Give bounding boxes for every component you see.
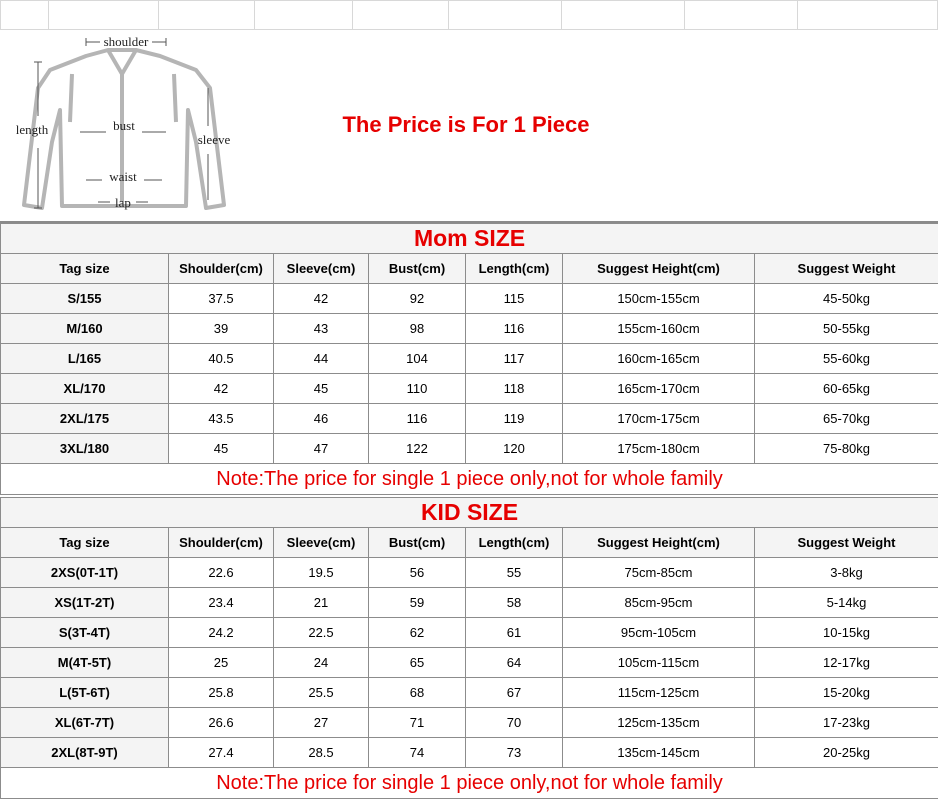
cell-bust: 74: [369, 738, 466, 768]
cell-tag-size: 3XL/180: [1, 434, 169, 464]
cell-tag-size: XS(1T-2T): [1, 588, 169, 618]
col-header-suggest-weight: Suggest Weight: [755, 254, 938, 284]
cell-bust: 98: [369, 314, 466, 344]
cell-shoulder: 45: [169, 434, 274, 464]
cell-shoulder: 40.5: [169, 344, 274, 374]
cell-suggest-height: 175cm-180cm: [563, 434, 755, 464]
cell-tag-size: XL/170: [1, 374, 169, 404]
cell-sleeve: 27: [274, 708, 369, 738]
col-header-suggest-height: Suggest Height(cm): [563, 254, 755, 284]
cell-length: 119: [466, 404, 563, 434]
cell-suggest-weight: 12-17kg: [755, 648, 938, 678]
cell-bust: 92: [369, 284, 466, 314]
cell-length: 55: [466, 558, 563, 588]
cell-suggest-height: 170cm-175cm: [563, 404, 755, 434]
cell-length: 116: [466, 314, 563, 344]
col-header-length: Length(cm): [466, 254, 563, 284]
cell-suggest-height: 150cm-155cm: [563, 284, 755, 314]
col-header-bust: Bust(cm): [369, 528, 466, 558]
cell-sleeve: 21: [274, 588, 369, 618]
table-row: [1, 618, 938, 648]
cell-length: 115: [466, 284, 563, 314]
table-row: [1, 434, 938, 464]
label-shoulder: shoulder: [103, 34, 149, 49]
mom-price-note: Note:The price for single 1 piece only,not for whole family: [1, 464, 938, 495]
table-row: [1, 738, 938, 768]
cell-sleeve: 19.5: [274, 558, 369, 588]
cell-shoulder: 42: [169, 374, 274, 404]
col-header-sleeve: Sleeve(cm): [274, 528, 369, 558]
cell-sleeve: 25.5: [274, 678, 369, 708]
cell-sleeve: 28.5: [274, 738, 369, 768]
kid-price-note: Note:The price for single 1 piece only,not for whole family: [1, 768, 938, 799]
cell-length: 117: [466, 344, 563, 374]
cell-bust: 56: [369, 558, 466, 588]
cell-bust: 71: [369, 708, 466, 738]
cell-bust: 59: [369, 588, 466, 618]
mom-size-table: [0, 223, 938, 495]
cell-shoulder: 27.4: [169, 738, 274, 768]
cell-tag-size: S/155: [1, 284, 169, 314]
cell-shoulder: 43.5: [169, 404, 274, 434]
cell-suggest-height: 135cm-145cm: [563, 738, 755, 768]
cell-bust: 65: [369, 648, 466, 678]
col-header-length: Length(cm): [466, 528, 563, 558]
table-row: [1, 374, 938, 404]
cell-shoulder: 25: [169, 648, 274, 678]
cell-suggest-weight: 17-23kg: [755, 708, 938, 738]
table-row: [1, 648, 938, 678]
cell-bust: 122: [369, 434, 466, 464]
cell-suggest-height: 95cm-105cm: [563, 618, 755, 648]
cell-tag-size: M(4T-5T): [1, 648, 169, 678]
cell-bust: 110: [369, 374, 466, 404]
cell-tag-size: S(3T-4T): [1, 618, 169, 648]
col-header-tag-size: Tag size: [1, 254, 169, 284]
kid-size-title: KID SIZE: [1, 498, 938, 528]
cell-tag-size: M/160: [1, 314, 169, 344]
cell-tag-size: 2XL(8T-9T): [1, 738, 169, 768]
cell-suggest-weight: 15-20kg: [755, 678, 938, 708]
cell-length: 70: [466, 708, 563, 738]
cell-shoulder: 22.6: [169, 558, 274, 588]
cell-length: 73: [466, 738, 563, 768]
cell-sleeve: 42: [274, 284, 369, 314]
top-grid-strip: [0, 0, 938, 30]
label-bust: bust: [113, 118, 135, 133]
cell-suggest-height: 125cm-135cm: [563, 708, 755, 738]
cell-suggest-weight: 50-55kg: [755, 314, 938, 344]
col-header-bust: Bust(cm): [369, 254, 466, 284]
cell-tag-size: L(5T-6T): [1, 678, 169, 708]
table-row: [1, 708, 938, 738]
cell-shoulder: 23.4: [169, 588, 274, 618]
cell-bust: 68: [369, 678, 466, 708]
label-length: length: [15, 122, 49, 137]
cell-suggest-height: 85cm-95cm: [563, 588, 755, 618]
cell-suggest-weight: 5-14kg: [755, 588, 938, 618]
cell-sleeve: 43: [274, 314, 369, 344]
cell-sleeve: 47: [274, 434, 369, 464]
cell-suggest-height: 165cm-170cm: [563, 374, 755, 404]
label-sleeve: sleeve: [197, 132, 231, 147]
label-waist: waist: [109, 169, 137, 184]
cell-suggest-weight: 10-15kg: [755, 618, 938, 648]
col-header-suggest-weight: Suggest Weight: [755, 528, 938, 558]
cell-suggest-height: 75cm-85cm: [563, 558, 755, 588]
cell-shoulder: 39: [169, 314, 274, 344]
cell-length: 64: [466, 648, 563, 678]
table-row: [1, 344, 938, 374]
cell-shoulder: 37.5: [169, 284, 274, 314]
cell-length: 58: [466, 588, 563, 618]
cell-shoulder: 24.2: [169, 618, 274, 648]
garment-measurement-diagram: [2, 30, 235, 218]
cell-suggest-weight: 55-60kg: [755, 344, 938, 374]
cell-suggest-height: 105cm-115cm: [563, 648, 755, 678]
mom-size-title: Mom SIZE: [1, 224, 938, 254]
price-headline: The Price is For 1 Piece: [342, 112, 590, 137]
col-header-shoulder: Shoulder(cm): [169, 254, 274, 284]
cell-suggest-weight: 45-50kg: [755, 284, 938, 314]
cell-length: 120: [466, 434, 563, 464]
cell-shoulder: 26.6: [169, 708, 274, 738]
cell-length: 118: [466, 374, 563, 404]
table-row: [1, 314, 938, 344]
table-row: [1, 284, 938, 314]
cell-length: 61: [466, 618, 563, 648]
cell-length: 67: [466, 678, 563, 708]
cell-sleeve: 45: [274, 374, 369, 404]
cell-sleeve: 22.5: [274, 618, 369, 648]
cell-suggest-weight: 20-25kg: [755, 738, 938, 768]
cell-bust: 116: [369, 404, 466, 434]
cell-tag-size: XL(6T-7T): [1, 708, 169, 738]
cell-suggest-weight: 75-80kg: [755, 434, 938, 464]
cell-sleeve: 24: [274, 648, 369, 678]
cell-tag-size: 2XS(0T-1T): [1, 558, 169, 588]
label-lap: lap: [115, 195, 131, 210]
table-row: [1, 404, 938, 434]
table-row: [1, 588, 938, 618]
kid-size-table: [0, 497, 938, 799]
col-header-shoulder: Shoulder(cm): [169, 528, 274, 558]
cell-shoulder: 25.8: [169, 678, 274, 708]
cell-suggest-height: 155cm-160cm: [563, 314, 755, 344]
cell-sleeve: 44: [274, 344, 369, 374]
col-header-sleeve: Sleeve(cm): [274, 254, 369, 284]
col-header-suggest-height: Suggest Height(cm): [563, 528, 755, 558]
cell-tag-size: 2XL/175: [1, 404, 169, 434]
cell-suggest-height: 115cm-125cm: [563, 678, 755, 708]
cell-tag-size: L/165: [1, 344, 169, 374]
col-header-tag-size: Tag size: [1, 528, 169, 558]
cell-bust: 62: [369, 618, 466, 648]
cell-suggest-height: 160cm-165cm: [563, 344, 755, 374]
table-row: [1, 678, 938, 708]
cell-suggest-weight: 65-70kg: [755, 404, 938, 434]
cell-sleeve: 46: [274, 404, 369, 434]
cell-bust: 104: [369, 344, 466, 374]
cell-suggest-weight: 60-65kg: [755, 374, 938, 404]
cell-suggest-weight: 3-8kg: [755, 558, 938, 588]
table-row: [1, 558, 938, 588]
